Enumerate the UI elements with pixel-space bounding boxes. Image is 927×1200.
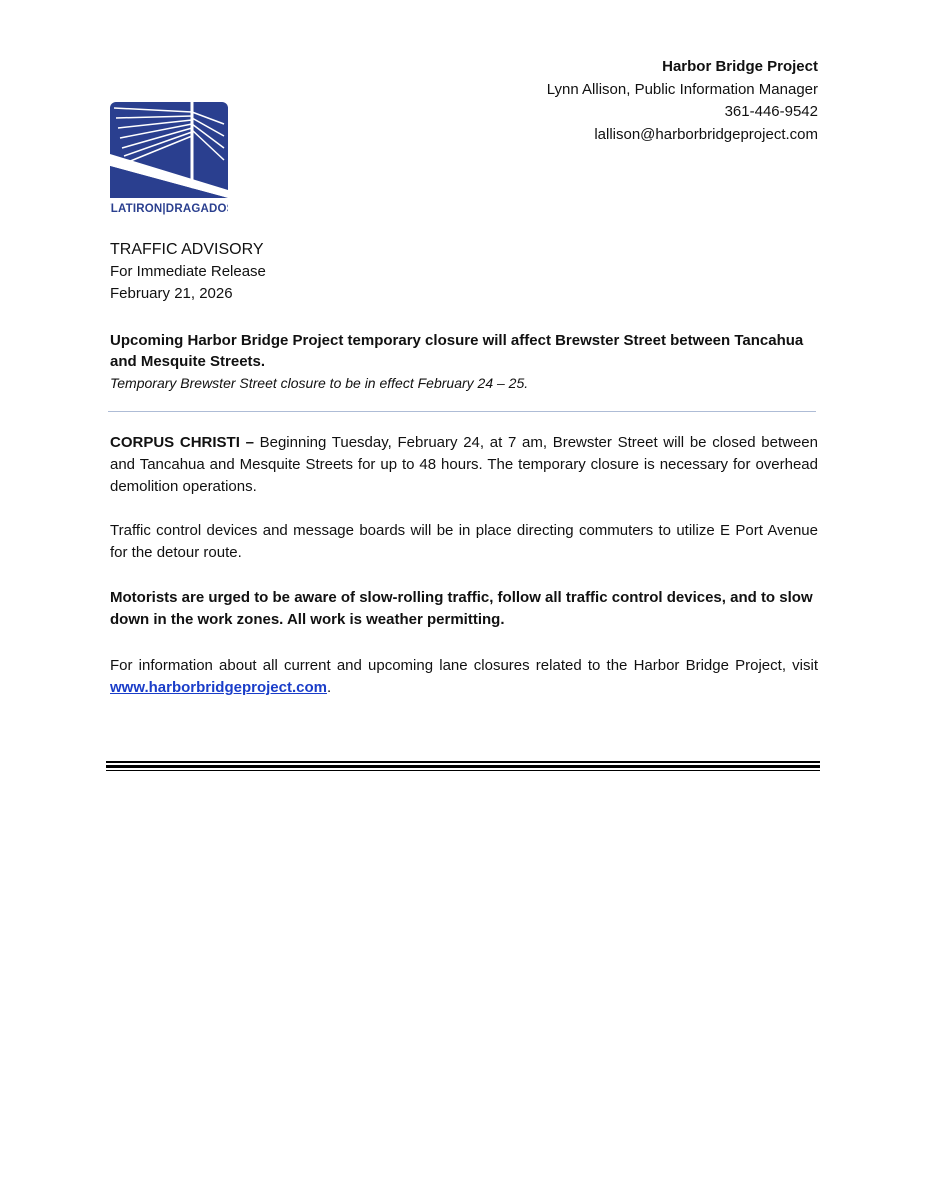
contact-block: [547, 56, 818, 146]
footer-rule-line-1: [106, 761, 820, 763]
footer-rule: [106, 761, 820, 771]
website-link[interactable]: www.harborbridgeproject.com: [110, 679, 327, 696]
body-paragraph-2: Traffic control devices and message boards will be in place directing commuters to utilize E Port Avenue for the detour route.: [110, 522, 818, 561]
release-date: February 21, 2026: [110, 285, 233, 302]
release-line: For Immediate Release: [110, 263, 266, 280]
body-paragraph-3: Motorists are urged to be aware of slow-rolling traffic, follow all traffic control devices, and to slow down in the work zones. All work is weather permitting.: [110, 589, 813, 628]
logo-wordmark: FLATIRON|DRAGADOS: [110, 203, 228, 215]
headline: Upcoming Harbor Bridge Project temporary closure will affect Brewster Street between Tancahua and Mesquite Streets.: [110, 332, 804, 370]
subheadline: Temporary Brewster Street closure to be in effect February 24 – 25.: [110, 375, 529, 391]
bridge-logo-icon: [110, 102, 228, 218]
section-divider: [108, 411, 816, 412]
paragraph-4-text: For information about all current and upcoming lane closures related to the Harbor Bridge Project, visit: [110, 657, 818, 674]
contact-phone: 361-446-9542: [724, 103, 818, 120]
body-paragraph-4: [110, 655, 818, 699]
contact-email: lallison@harborbridgeproject.com: [594, 125, 818, 143]
advisory-header: [110, 239, 266, 305]
contact-name-title: Lynn Allison, Public Information Manager: [546, 80, 818, 98]
footer-rule-line-2: [106, 765, 820, 768]
body-paragraph-1: [110, 432, 818, 498]
company-logo: [110, 102, 228, 218]
advisory-kind: TRAFFIC ADVISORY: [110, 241, 264, 258]
footer-rule-line-3: [106, 770, 820, 771]
paragraph-4-end: .: [326, 679, 332, 696]
dateline: CORPUS CHRISTI –: [110, 434, 254, 451]
contact-organization: Harbor Bridge Project: [662, 58, 818, 75]
paragraph-1-text: Beginning Tuesday, February 24, at 7 am, Brewster Street will be closed between and Tancahua and Mesquite Streets for up to 48 hours. The temporary closure is necessary for overhead demolition operations.: [110, 434, 818, 495]
